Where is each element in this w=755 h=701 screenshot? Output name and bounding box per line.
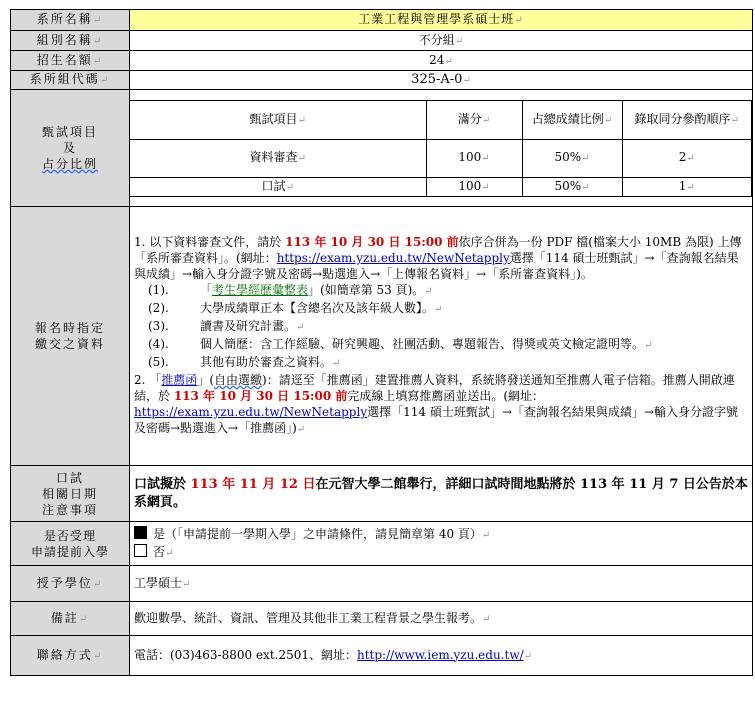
exam-score-table: [130, 100, 752, 197]
exam-header-score: 滿分↵: [426, 100, 522, 139]
exam-row-interview-ratio: 50%↵: [522, 177, 622, 196]
exam-header-order: 錄取同分參酌順序↵: [622, 100, 752, 139]
resume-form-link[interactable]: 考生學經歷彙整表: [212, 283, 309, 297]
docs-sub-1: (1). 「考生學經歷彙整表」(如簡章第 53 頁)。↵: [148, 283, 433, 297]
quota-value: 24↵: [130, 51, 753, 71]
recommendation-link[interactable]: 推薦函: [161, 373, 198, 387]
quota-label: 招生名額↵: [11, 51, 130, 71]
early-no-option: 否↵: [134, 544, 748, 562]
apply-system-link[interactable]: https://exam.yzu.edu.tw/NewNetapply: [276, 251, 510, 265]
docs-item-2: 2. 「推薦函」(自由選繳)：請逕至「推薦函」建置推薦人資料，系統將發送通知至推薦人電子信箱。推薦人開啟連結，於 113 年 10 月 30 日 15:00 前完成線上填寫推薦函並送出。(網址：https://exam.yzu.edu.tw/NewNetapply選擇「114 碩士班甄試」→「查詢報名結果與成績」→輸入身分證字號及密碼→點選進入→「推薦函」)↵: [134, 373, 738, 435]
exam-row-interview-order: 1↵: [622, 177, 752, 196]
contact-value: 電話：(03)463-8800 ext.2501、網址：http://www.iem.yzu.edu.tw/↵: [130, 636, 753, 676]
code-value: 325-A-0↵: [130, 71, 753, 90]
interview-label: 口試 相關日期 注意事項: [11, 466, 130, 522]
department-website-link[interactable]: http://www.iem.yzu.edu.tw/: [357, 647, 524, 662]
docs-item-1: 1. 以下資料審查文件，請於 113 年 10 月 30 日 15:00 前依序合併為一份 PDF 檔(檔案大小 10MB 為限) 上傳「系所審查資料」。(網址：https://exam.yzu.edu.tw/NewNetapply選擇「114 碩士班甄試」→「查詢報名結果與成績」→輸入身分證字號及密碼→點選進入→「上傳報名資料」→「系所審查資料」)。: [134, 235, 742, 281]
code-label: 系所組代碼↵: [11, 71, 130, 90]
early-yes-option: 是（「申請提前一學期入學」之申請條件，請見簡章第 40 頁）↵: [134, 526, 748, 544]
exam-header-ratio: 占總成績比例↵: [522, 100, 622, 139]
docs-content: [130, 207, 753, 466]
exam-header-item: 甄試項目↵: [130, 100, 426, 139]
exam-row-review-score: 100↵: [426, 139, 522, 177]
exam-label: 甄試項目 及 占分比例: [11, 90, 130, 207]
group-name-value: 不分組↵: [130, 31, 753, 51]
checkbox-yes-icon[interactable]: [134, 526, 147, 539]
early-content: [130, 522, 753, 566]
exam-row-review-order: 2↵: [622, 139, 752, 177]
docs-sub-4: (4). 個人簡歷：含工作經驗、研究興趣、社團活動、專題報告、得獎或英文檢定證明等。↵: [148, 337, 653, 351]
apply-system-link-2[interactable]: https://exam.yzu.edu.tw/NewNetapply: [134, 405, 368, 419]
notes-label: 備註↵: [11, 602, 130, 636]
docs-sub-2: (2). 大學成績單正本【含總名次及該年級人數】。↵: [148, 301, 443, 315]
admission-table: [10, 9, 753, 676]
interview-content: 口試擬於 113 年 11 月 12 日在元智大學二館舉行，詳細口試時間地點將於 113 年 11 月 7 日公告於本系網頁。: [130, 466, 753, 522]
exam-row-review-name: 資料審查↵: [130, 139, 426, 177]
exam-score-cell: [130, 90, 753, 207]
dept-name-label: 系所名稱↵: [11, 10, 130, 31]
docs-label: 報名時指定 繳交之資料: [11, 207, 130, 466]
docs-sub-5: (5). 其他有助於審查之資料。↵: [148, 355, 341, 369]
exam-row-review-ratio: 50%↵: [522, 139, 622, 177]
exam-row-interview-score: 100↵: [426, 177, 522, 196]
exam-row-interview-name: 口試↵: [130, 177, 426, 196]
degree-label: 授予學位↵: [11, 566, 130, 602]
notes-value: 歡迎數學、統計、資訊、管理及其他非工業工程背景之學生報考。↵: [130, 602, 753, 636]
group-name-label: 組別名稱↵: [11, 31, 130, 51]
degree-value: 工學碩士↵: [130, 566, 753, 602]
checkbox-no-icon[interactable]: [134, 544, 147, 557]
contact-label: 聯絡方式↵: [11, 636, 130, 676]
dept-name-value: 工業工程與管理學系碩士班↵: [130, 10, 753, 31]
docs-sub-3: (3). 讀書及研究計畫。↵: [148, 319, 305, 333]
early-label: 是否受理 申請提前入學: [11, 522, 130, 566]
